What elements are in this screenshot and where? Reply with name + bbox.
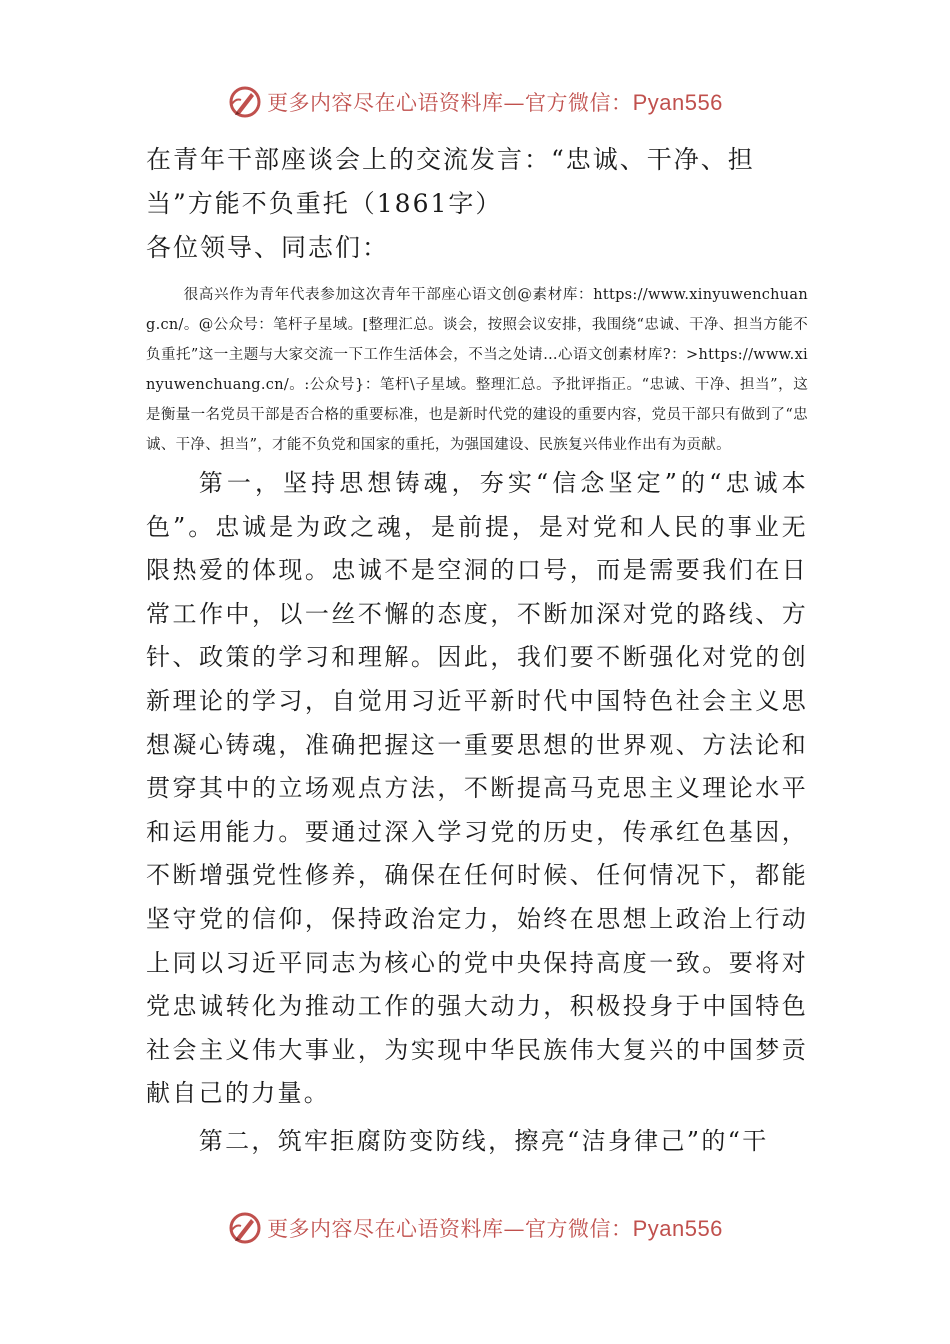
footer-watermark-banner — [0, 1208, 950, 1248]
header-wechat-id: Pyan556 — [632, 90, 723, 115]
greeting: 各位领导、同志们： — [146, 233, 390, 262]
paragraph-first-point: 第一，坚持思想铸魂，夯实“信念坚定”的“忠诚本色”。忠诚是为政之魂，是前提，是对党和人民的事业无限热爱的体现。忠诚不是空洞的口号，而是需要我们在日常工作中，以一丝不懈的态度，不断加深对党的路线、方针、政策的学习和理解。因此，我们要不断强化对党的创新理论的学习，自觉用习近平新时代中国特色社会主义思想凝心铸魂，准确把握这一重要思想的世界观、方法论和贯穿其中的立场观点方法，不断提高马克思主义理论水平和运用能力。要通过深入学习党的历史，传承红色基因，不断增强党性修养，确保在任何时候、任何情况下，都能坚守党的信仰，保持政治定力，始终在思想上政治上行动上同以习近平同志为核心的党中央保持高度一致。要将对党忠诚转化为推动工作的强大动力，积极投身于中国特色社会主义伟大事业，为实现中华民族伟大复兴的中国梦贡献自己的力量。 — [146, 469, 808, 1108]
pen-logo-icon — [227, 84, 263, 120]
header-watermark-text: 更多内容尽在心语资料库—官方微信：Pyan556 — [267, 90, 723, 115]
page-title: 在青年干部座谈会上的交流发言：“忠诚、干净、担当”方能不负重托（1861字） — [146, 145, 755, 218]
header-watermark-banner — [0, 82, 950, 122]
footer-wechat-id: Pyan556 — [632, 1216, 723, 1241]
document-body — [146, 138, 808, 1164]
paragraph-second-point: 第二，筑牢拒腐防变防线，擦亮“洁身律己”的“干 — [198, 1126, 769, 1155]
pen-logo-icon — [227, 1210, 263, 1246]
intro-paragraph: 很高兴作为青年代表参加这次青年干部座心语文创@素材库：https://www.xinyuwenchuang.cn/。@公众号：笔杆子星域。[整理汇总。谈会，按照会议安排，我围绕“忠诚、干净、担当方能不负重托”这一主题与大家交流一下工作生活体会，不当之处请…心语文创素材库?：>https://www.xinyuwenchuang.cn/。:公众号}：笔杆\子星域。整理汇总。予批评指正。“忠诚、干净、担当”，这是衡量一名党员干部是否合格的重要标准，也是新时代党的建设的重要内容，党员干部只有做到了“忠诚、干净、担当”，才能不负党和国家的重托，为强国建设、民族复兴伟业作出有为贡献。 — [146, 287, 808, 453]
footer-watermark-text: 更多内容尽在心语资料库—官方微信：Pyan556 — [267, 1216, 723, 1241]
